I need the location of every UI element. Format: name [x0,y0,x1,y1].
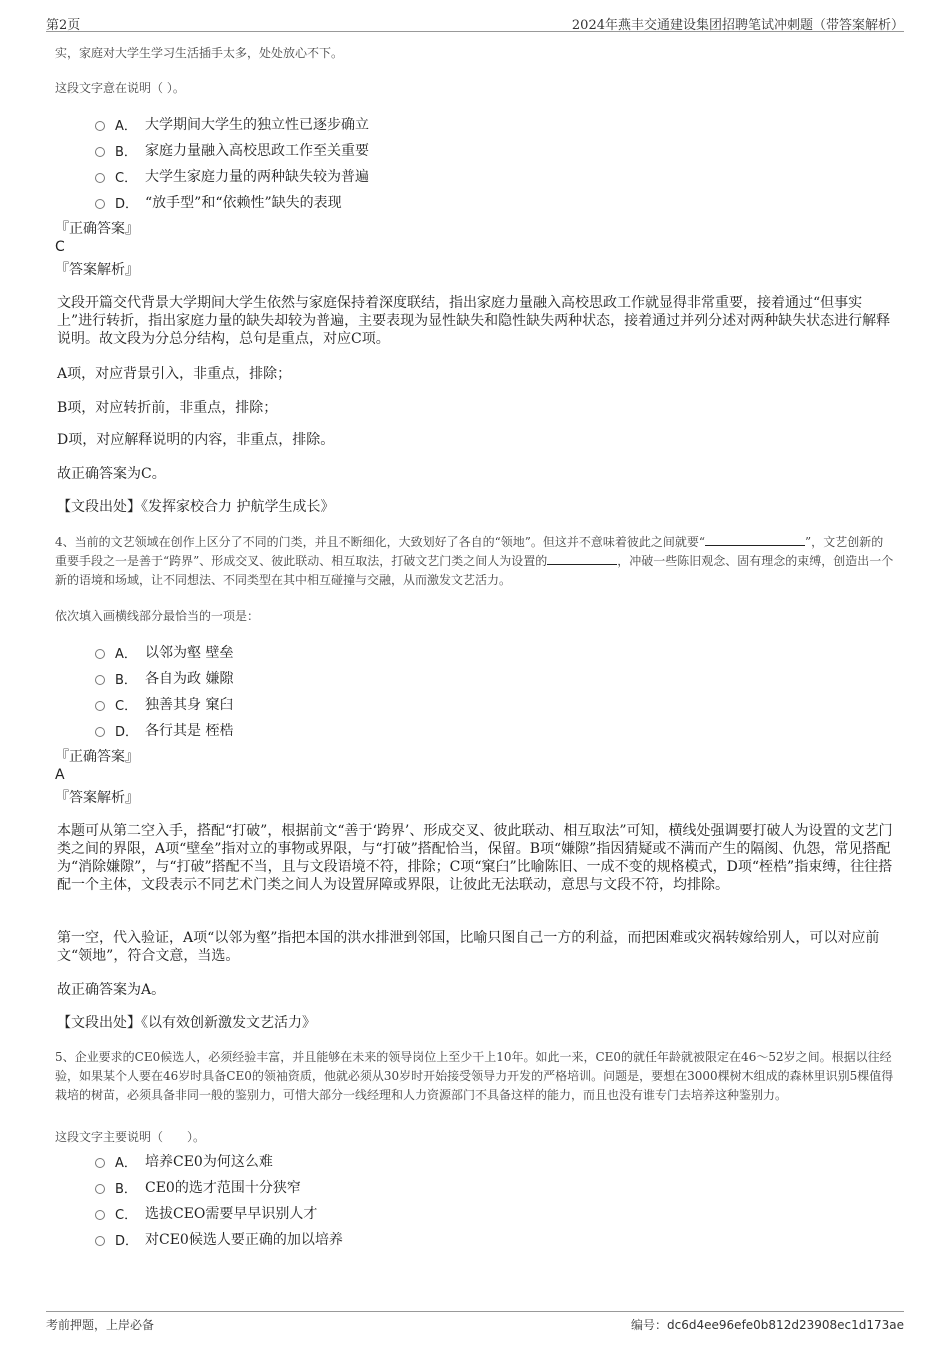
q3-analysis-b: B项，对应转折前，非重点，排除； [57,400,278,416]
q4-analysis-label: 『答案解析』 [55,790,139,806]
q4-options [95,639,595,743]
document-code: 编号：dc6d4ee96efe0b812d23908ec1d173ae [631,1318,904,1332]
radio-icon[interactable] [95,199,105,209]
q4-analysis-first-blank: 第一空，代入验证，A项“以邻为壑”指把本国的洪水排泄到邻国，比喻只图自己一方的利益，而把困难或灾祸转嫁给别人，可以对应前文“领地”，符合文意，当选。 [57,930,880,964]
q3-options [95,111,595,215]
q4-option-b[interactable]: B． 各自为政 嫌隙 [95,665,595,691]
q4-prompt: 依次填入画横线部分最恰当的一项是： [55,609,260,623]
q4-option-c[interactable]: C． 独善其身 窠臼 [95,691,595,717]
footer-slogan: 考前押题，上岸必备 [46,1318,155,1332]
q3-source: 【文段出处】《发挥家校合力 护航学生成长》 [57,499,335,515]
blank-line-2 [547,553,617,565]
q5-option-d[interactable]: D． 对CE0候选人要正确的加以培养 [95,1226,595,1252]
radio-icon[interactable] [95,675,105,685]
radio-icon[interactable] [95,727,105,737]
q4-analysis-main: 本题可从第二空入手，搭配“打破”，根据前文“善于‘跨界’、形成交叉、彼此联动、相互取法”可知，横线处强调要打破人为设置的文艺门类之间的界限，A项“壁垒”指对立的事物或界限，与“打破”搭配恰当，保留。B项“嫌隙”指因猜疑或不满而产生的隔阂、仇怨，常见搭配为“消除嫌隙”，与“打破”搭配不当，且与文段语境不符，排除；C项“窠臼”比喻陈旧、一成不变的规格模式，D项“桎梏”指束缚，往往搭配一个主体，文段表示不同艺术门类之间人为设置屏障或界限，让彼此无法联动，意思与文段不符，均排除。 [57,823,893,893]
q4-option-a[interactable]: A． 以邻为壑 壁垒 [95,639,595,665]
q5-prompt: 这段文字主要说明（ ）。 [55,1130,206,1144]
q3-prompt: 这段文字意在说明（ ）。 [55,81,185,95]
radio-icon[interactable] [95,173,105,183]
q4-option-d[interactable]: D． 各行其是 桎梏 [95,717,595,743]
radio-icon[interactable] [95,1158,105,1168]
q5-options [95,1148,595,1252]
q4-answer: A [55,767,65,783]
blank-line-1 [705,534,805,546]
q5-option-b[interactable]: B． CE0的选才范围十分狭窄 [95,1174,595,1200]
q3-analysis-main: 文段开篇交代背景大学期间大学生依然与家庭保持着深度联结，指出家庭力量融入高校思政工作就显得非常重要，接着通过“但事实上”进行转折，指出家庭力量的缺失却较为普遍，主要表现为显性缺失和隐性缺失两种状态，接着通过并列分述对两种缺失状态进行解释说明。故文段为分总分结构，总句是重点，对应C项。 [57,295,891,347]
page-footer [46,1311,904,1335]
document-title: 2024年燕丰交通建设集团招聘笔试冲刺题（带答案解析） [571,18,904,33]
q3-option-a[interactable]: A． 大学期间大学生的独立性已逐步确立 [95,111,595,137]
radio-icon[interactable] [95,1236,105,1246]
q3-option-d[interactable]: D． “放手型”和“依赖性”缺失的表现 [95,189,595,215]
q4-source: 【文段出处】《以有效创新激发文艺活力》 [57,1015,316,1031]
q3-stem-tail: 实，家庭对大学生学习生活插手太多，处处放心不下。 [55,46,344,60]
page-header [46,10,904,32]
q5-option-c[interactable]: C． 选拔CEO需要早早识别人才 [95,1200,595,1226]
q3-answer-label: 『正确答案』 [55,221,139,237]
q3-analysis-label: 『答案解析』 [55,262,139,278]
q4-stem: 4、当前的文艺领域在创作上区分了不同的门类，并且不断细化，大致划好了各自的“领地”。但这并不意味着彼此之间就要“ ”，文艺创新的重要手段之一是善于“跨界”、形成交叉、彼此联动、相互取法，打破文艺门类之间人为设置的 ，冲破一些陈旧观念、固有理念的束缚，创造出一个新的语境和场域，让不同想法、不同类型在其中相互碰撞与交融，从而激发文艺活力。 [55,535,894,587]
q5-stem: 5、企业要求的CE0候选人，必须经验丰富，并且能够在未来的领导岗位上至少干上10年。如此一来，CE0的就任年龄就被限定在46～52岁之间。根据以往经验，如果某个人要在46岁时具备CE0的领袖资质，他就必须从30岁时开始接受领导力开发的严格培训。问题是，要想在3000棵树木组成的森林里识别5棵值得栽培的树苗，必须具备非同一般的鉴别力，可惜大部分一线经理和人力资源部门不具备这样的能力，而且也没有谁专门去培养这种鉴别力。 [55,1050,894,1102]
q3-analysis-a: A项，对应背景引入，非重点，排除； [57,366,292,382]
q3-option-b[interactable]: B． 家庭力量融入高校思政工作至关重要 [95,137,595,163]
page-number: 第2页 [46,18,81,33]
radio-icon[interactable] [95,147,105,157]
radio-icon[interactable] [95,1210,105,1220]
radio-icon[interactable] [95,1184,105,1194]
radio-icon[interactable] [95,121,105,131]
q4-answer-label: 『正确答案』 [55,749,139,765]
q4-final-answer: 故正确答案为A。 [57,982,166,998]
radio-icon[interactable] [95,701,105,711]
q5-option-a[interactable]: A． 培养CE0为何这么难 [95,1148,595,1174]
q3-analysis-d: D项，对应解释说明的内容，非重点，排除。 [57,432,335,448]
q3-final-answer: 故正确答案为C。 [57,466,166,482]
q3-answer: C [55,239,65,255]
q3-option-c[interactable]: C． 大学生家庭力量的两种缺失较为普遍 [95,163,595,189]
radio-icon[interactable] [95,649,105,659]
